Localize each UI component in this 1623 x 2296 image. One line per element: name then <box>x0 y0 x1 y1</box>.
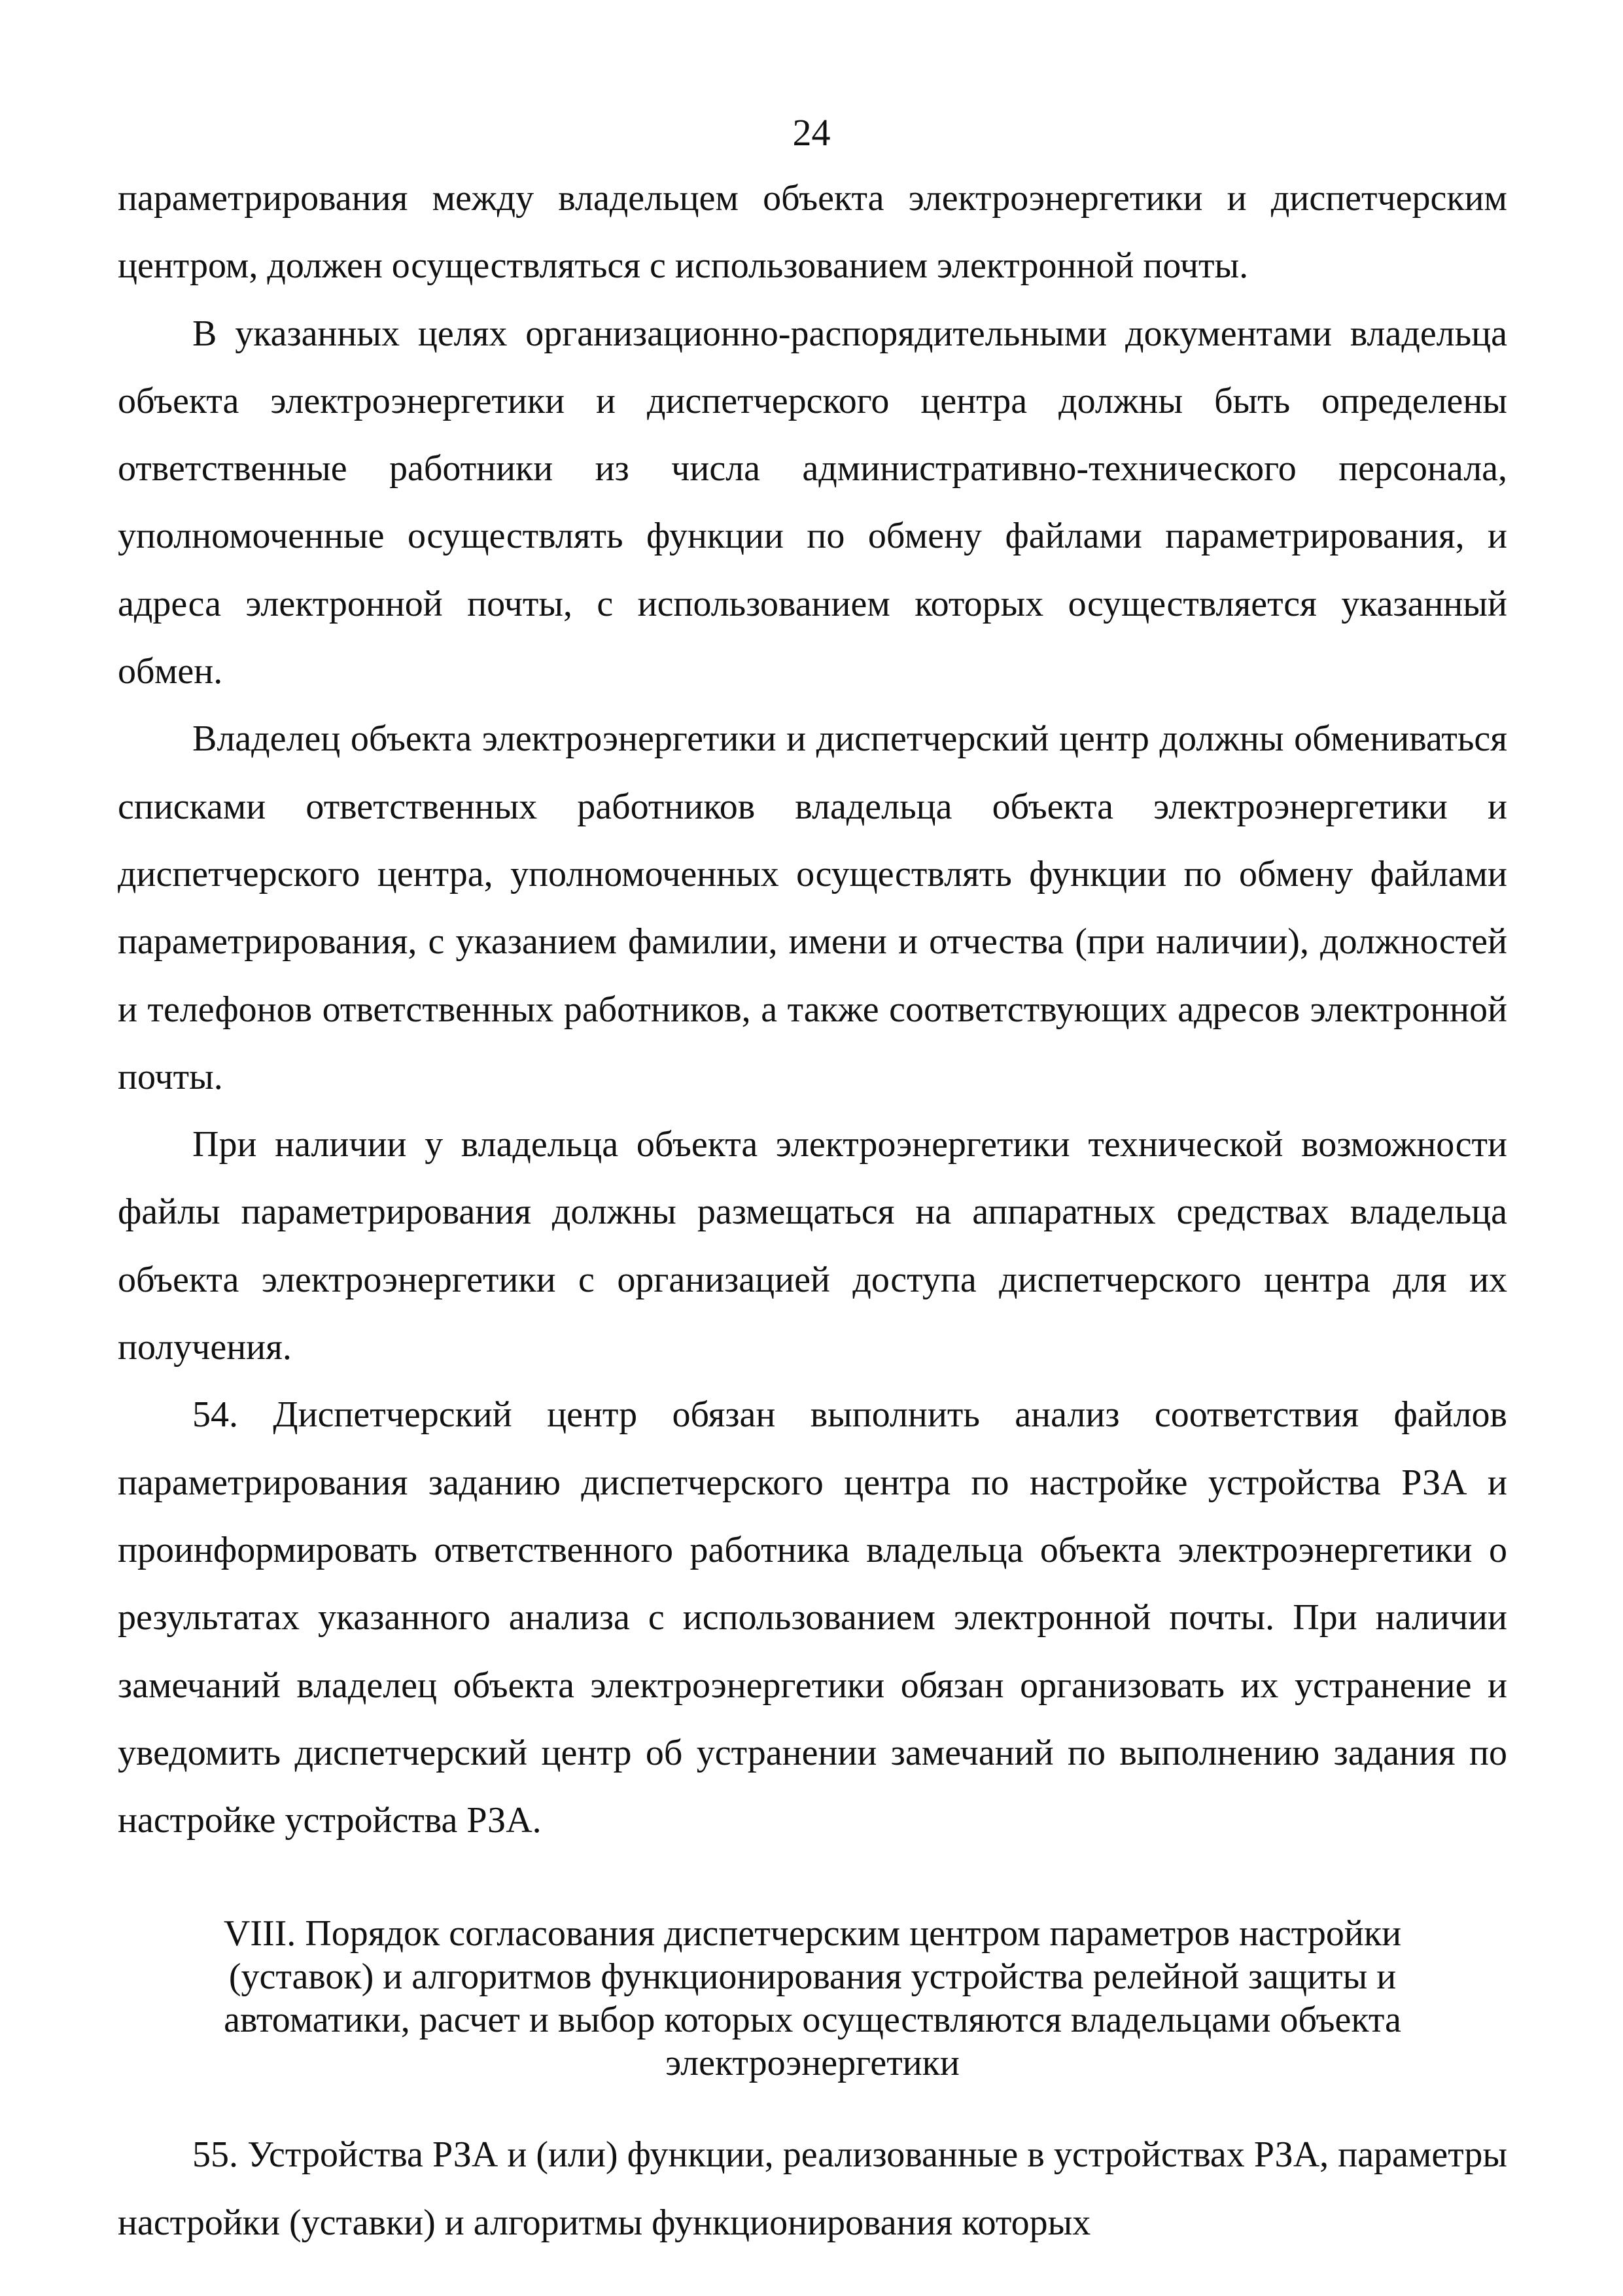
paragraph-hardware-hosting: При наличии у владельца объекта электроэнергетики технической возможности файлы параметрирования должны размещаться на аппаратных средствах владельца объекта электроэнергетики с организацией доступа диспетчерского центра для их получения. <box>118 1124 1507 1368</box>
page-number: 24 <box>792 111 831 154</box>
paragraph-item-55: 55. Устройства РЗА и (или) функции, реализованные в устройствах РЗА, параметры настройки (уставки) и алгоритмы функционирования которых <box>118 2134 1507 2243</box>
paragraph-continued: параметрирования между владельцем объекта электроэнергетики и диспетчерским центром, должен осуществляться с использованием электронной почты. <box>118 178 1507 287</box>
paragraph-staff-lists-exchange: Владелец объекта электроэнергетики и диспетчерский центр должны обмениваться списками ответственных работников владельца объекта электроэнергетики и диспетчерского центра, уполномоченных осуществлять функции по обмену файлами параметрирования, с указанием фамилии, имени и отчества (при наличии), должностей и телефонов ответственных работников, а также соответствующих адресов электронной почты. <box>118 718 1507 1097</box>
document-body <box>118 165 1507 2257</box>
section-heading-viii: VIII. Порядок согласования диспетчерским центром параметров настройки (уставок) и алгоритмов функционирования устройства релейной защиты и автоматики, расчет и выбор которых осуществляются владельцами объекта электроэнергетики <box>223 1913 1402 2084</box>
paragraph-responsible-staff: В указанных целях организационно-распорядительными документами владельца объекта электроэнергетики и диспетчерского центра должны быть определены ответственные работники из числа административно-технического персонала, уполномоченные осуществлять функции по обмену файлами параметрирования, и адреса электронной почты, с использованием которых осуществляется указанный обмен. <box>118 313 1507 692</box>
paragraph-item-54: 54. Диспетчерский центр обязан выполнить анализ соответствия файлов параметрирования заданию диспетчерского центра по настройке устройства РЗА и проинформировать ответственного работника владельца объекта электроэнергетики о результатах указанного анализа с использованием электронной почты. При наличии замечаний владелец объекта электроэнергетики обязан организовать их устранение и уведомить диспетчерский центр об устранении замечаний по выполнению задания по настройке устройства РЗА. <box>118 1394 1507 1841</box>
